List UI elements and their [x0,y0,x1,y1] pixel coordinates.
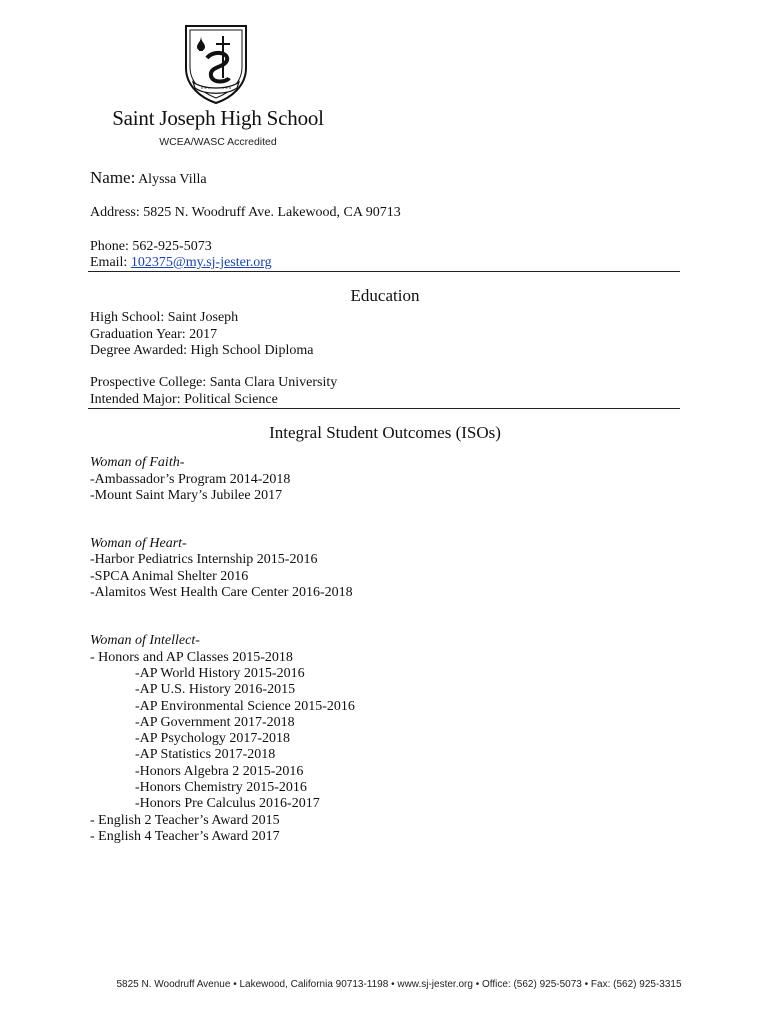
accreditation-text: WCEA/WASC Accredited [159,136,277,148]
class-item: -Honors Chemistry 2015-2016 [135,780,307,796]
email-label: Email: [90,254,128,270]
list-item: -Harbor Pediatrics Internship 2015-2016 [90,552,318,568]
email-line [90,255,680,271]
list-item: -Alamitos West Health Care Center 2016-2018 [90,585,353,601]
category-title-heart: Woman of Heart- [90,536,187,552]
resume-body [90,170,680,845]
class-item: -AP Psychology 2017-2018 [135,731,291,747]
letterhead [0,0,768,160]
class-item: -AP Statistics 2017-2018 [135,747,276,763]
class-item: -Honors Algebra 2 2015-2016 [135,763,304,779]
award-item: - English 2 Teacher’s Award 2015 [90,812,280,828]
class-item: -AP Environmental Science 2015-2016 [135,698,355,714]
school-crest-icon [183,24,249,104]
education-heading: Education [350,286,420,306]
college-line: Prospective College: Santa Clara University [90,375,338,391]
address-line: Address: 5825 N. Woodruff Ave. Lakewood, CA 90713 [90,205,401,221]
list-item: -Ambassador’s Program 2014-2018 [90,471,291,487]
category-title-intellect: Woman of Intellect- [90,633,200,649]
phone-line: Phone: 562-925-5073 [90,238,212,254]
class-item: -AP World History 2015-2016 [135,665,305,681]
category-title-faith: Woman of Faith- [90,455,185,471]
list-item: -Mount Saint Mary’s Jubilee 2017 [90,487,283,503]
graduation-year-line: Graduation Year: 2017 [90,326,218,342]
school-name: Saint Joseph High School [112,106,324,130]
name-line [90,170,680,188]
class-item: -AP Government 2017-2018 [135,714,295,730]
major-line: Intended Major: Political Science [90,391,278,407]
high-school-line: High School: Saint Joseph [90,310,239,326]
footer-contact: 5825 N. Woodruff Avenue • Lakewood, California 90713-1198 • www.sj-jester.org • Office: (562) 925-5073 • Fax: (562) 925-3315 [116,979,682,990]
degree-line: Degree Awarded: High School Diploma [90,343,314,359]
class-item: -AP U.S. History 2016-2015 [135,682,296,698]
name-value: Alyssa Villa [138,172,207,187]
name-label: Name: [90,168,136,187]
list-item: -SPCA Animal Shelter 2016 [90,568,249,584]
class-item: -Honors Pre Calculus 2016-2017 [135,796,320,812]
email-link[interactable]: 102375@my.sj-jester.org [130,254,272,270]
isos-heading: Integral Student Outcomes (ISOs) [269,422,501,442]
list-item: - Honors and AP Classes 2015-2018 [90,649,293,665]
award-item: - English 4 Teacher’s Award 2017 [90,828,280,844]
